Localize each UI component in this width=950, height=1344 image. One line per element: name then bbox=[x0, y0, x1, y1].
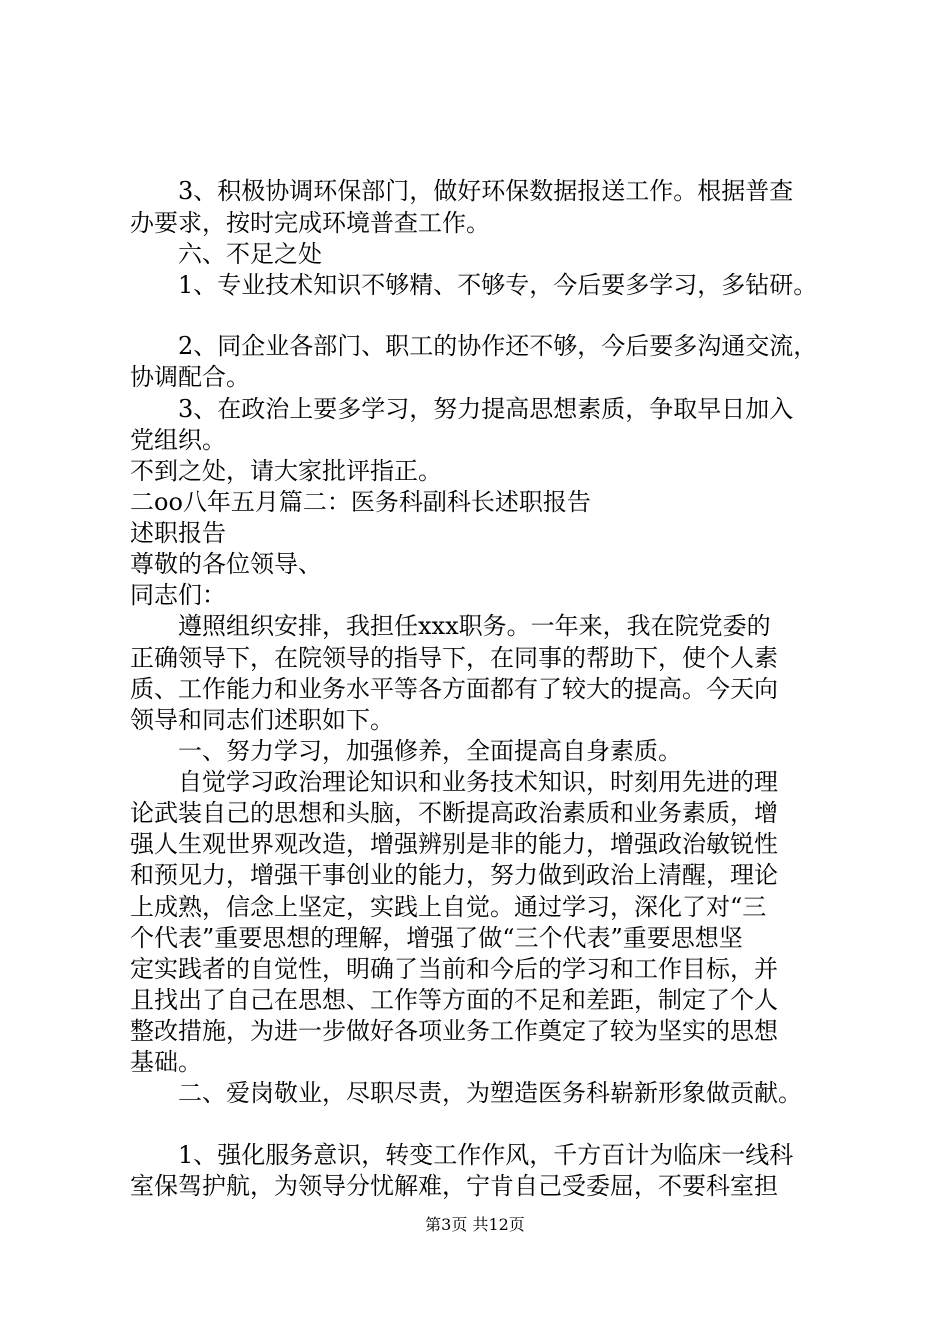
text-line-6: 协调配合。 bbox=[130, 363, 250, 391]
text-line-4: 1、专业技术知识不够精、不够专，今后要多学习，多钻研。 bbox=[178, 271, 818, 299]
text-line-23: 上成熟，信念上坚定，实践上自觉。通过学习，深化了对“三 bbox=[130, 893, 767, 921]
text-line-1: 3、积极协调环保部门，做好环保数据报送工作。根据普查 bbox=[178, 177, 794, 205]
text-line-28: 基础。 bbox=[130, 1048, 202, 1076]
text-line-16: 质、工作能力和业务水平等各方面都有了较大的提高。今天向 bbox=[130, 675, 778, 703]
salutation-line-2: 同志们： bbox=[130, 581, 226, 609]
text-line-7: 3、在政治上要多学习，努力提高思想素质，争取早日加入 bbox=[178, 395, 794, 423]
page-number-footer: 第3页 共12页 bbox=[425, 1215, 525, 1234]
text-line-9: 不到之处，请大家批评指正。 bbox=[130, 457, 442, 485]
text-line-19: 自觉学习政治理论知识和业务技术知识，时刻用先进的理 bbox=[178, 768, 778, 796]
report-title: 述职报告 bbox=[130, 519, 226, 547]
text-line-17: 领导和同志们述职如下。 bbox=[130, 706, 394, 734]
text-line-5: 2、同企业各部门、职工的协作还不够，今后要多沟通交流， bbox=[178, 332, 818, 360]
salutation-line-1: 尊敬的各位领导、 bbox=[130, 550, 322, 578]
text-line-21: 强人生观世界观改造，增强辨别是非的能力，增强政治敏锐性 bbox=[130, 830, 778, 858]
text-line-27: 整改措施，为进一步做好各项业务工作奠定了较为坚实的思想 bbox=[130, 1017, 778, 1045]
text-line-31: 室保驾护航，为领导分忧解难，宁肯自己受委屈，不要科室担 bbox=[130, 1172, 778, 1200]
section-heading-dedication: 二、爱岗敬业，尽职尽责，为塑造医务科崭新形象做贡献。 bbox=[178, 1079, 802, 1107]
text-line-26: 且找出了自己在思想、工作等方面的不足和差距，制定了个人 bbox=[130, 986, 778, 1014]
text-line-20: 论武装自己的思想和头脑，不断提高政治素质和业务素质，增 bbox=[130, 799, 778, 827]
text-line-30: 1、强化服务意识，转变工作作风，千方百计为临床一线科 bbox=[178, 1141, 794, 1169]
text-line-15: 正确领导下，在院领导的指导下，在同事的帮助下，使个人素 bbox=[130, 644, 778, 672]
text-line-24: 个代表”重要思想的理解，增强了做“三个代表”重要思想坚 bbox=[130, 924, 743, 952]
text-line-8: 党组织。 bbox=[130, 426, 226, 454]
text-line-14: 遵照组织安排，我担任xxx职务。一年来，我在院党委的 bbox=[178, 612, 771, 640]
date-and-chapter-title: 二oo八年五月篇二：医务科副科长述职报告 bbox=[130, 488, 591, 516]
text-line-2: 办要求，按时完成环境普查工作。 bbox=[130, 209, 490, 237]
text-line-22: 和预见力，增强干事创业的能力，努力做到政治上清醒，理论 bbox=[130, 861, 778, 889]
section-heading-study: 一、努力学习，加强修养，全面提高自身素质。 bbox=[178, 737, 682, 765]
text-line-25: 定实践者的自觉性，明确了当前和今后的学习和工作目标，并 bbox=[130, 955, 778, 983]
section-heading-shortcomings: 六、不足之处 bbox=[178, 240, 322, 268]
